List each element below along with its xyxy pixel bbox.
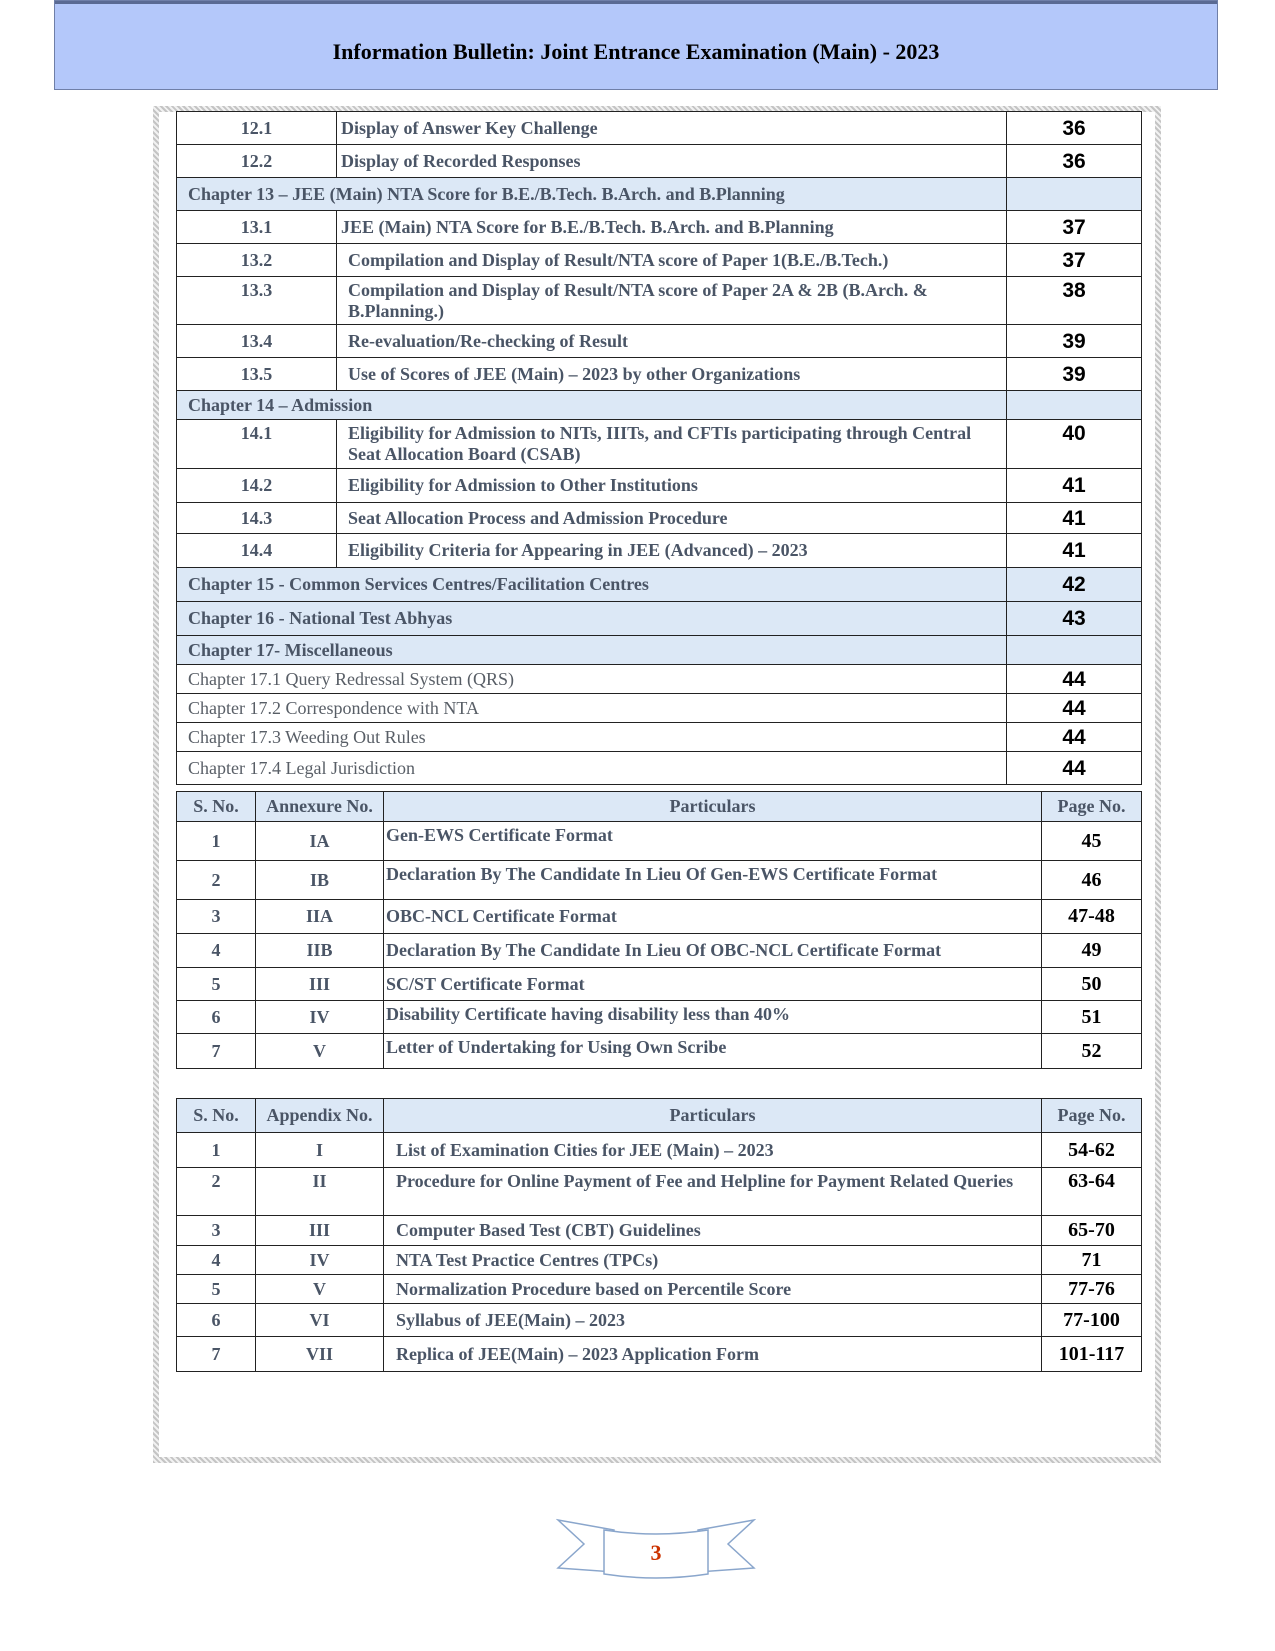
annexure-row[interactable] xyxy=(177,822,1142,861)
page-number: 44 xyxy=(1007,665,1142,694)
page-number: 52 xyxy=(1042,1034,1142,1069)
page-number: 77-100 xyxy=(1042,1304,1142,1337)
chapter-heading-row[interactable] xyxy=(177,602,1142,636)
serial-number: 4 xyxy=(177,934,256,968)
chapter-page-cell xyxy=(1007,391,1142,420)
page-number: 39 xyxy=(1007,325,1142,358)
page-number: 47-48 xyxy=(1042,900,1142,934)
serial-number: 6 xyxy=(177,1304,256,1337)
annexure-title[interactable]: Disability Certificate having disability less than 40% xyxy=(384,1001,1042,1034)
appendix-row[interactable] xyxy=(177,1304,1142,1337)
toc-row[interactable] xyxy=(177,752,1142,785)
chapter-heading-row[interactable] xyxy=(177,178,1142,211)
page-number: 36 xyxy=(1007,112,1142,145)
serial-number: 1 xyxy=(177,822,256,861)
page-number: 40 xyxy=(1007,420,1142,469)
toc-row[interactable] xyxy=(177,358,1142,391)
section-title[interactable]: Chapter 17.2 Correspondence with NTA xyxy=(177,694,1007,723)
page-number-footer: 3 xyxy=(650,1540,662,1565)
page-number: 39 xyxy=(1007,358,1142,391)
serial-number: 2 xyxy=(177,1168,256,1216)
appendix-title[interactable]: Normalization Procedure based on Percentile Score xyxy=(384,1275,1042,1304)
chapter-heading-row[interactable] xyxy=(177,568,1142,602)
appendix-no-header: Appendix No. xyxy=(256,1099,384,1133)
section-title[interactable]: Eligibility for Admission to NITs, IIITs, and CFTIs participating through Central Seat Allocation Board (CSAB) xyxy=(337,420,1007,469)
section-title[interactable]: JEE (Main) NTA Score for B.E./B.Tech. B.Arch. and B.Planning xyxy=(337,211,1007,244)
bulletin-title: Information Bulletin: Joint Entrance Examination (Main) - 2023 xyxy=(332,39,940,64)
section-number: 13.2 xyxy=(177,244,337,277)
chapter-page-cell xyxy=(1007,178,1142,211)
annexure-number: IA xyxy=(256,822,384,861)
appendix-row[interactable] xyxy=(177,1275,1142,1304)
annexure-title[interactable]: Declaration By The Candidate In Lieu Of Gen-EWS Certificate Format xyxy=(384,861,1042,900)
chapter-17-title[interactable]: Chapter 17- Miscellaneous xyxy=(177,636,1007,665)
annexure-title[interactable]: Gen-EWS Certificate Format xyxy=(384,822,1042,861)
page-number: 45 xyxy=(1042,822,1142,861)
section-title[interactable]: Re-evaluation/Re-checking of Result xyxy=(337,325,1007,358)
appendix-number: V xyxy=(256,1275,384,1304)
toc-row[interactable] xyxy=(177,325,1142,358)
annexure-row[interactable] xyxy=(177,968,1142,1001)
appendix-title[interactable]: Computer Based Test (CBT) Guidelines xyxy=(384,1216,1042,1246)
section-title[interactable]: Chapter 17.4 Legal Jurisdiction xyxy=(177,752,1007,785)
appendix-row[interactable] xyxy=(177,1168,1142,1216)
section-number: 13.1 xyxy=(177,211,337,244)
section-title[interactable]: Use of Scores of JEE (Main) – 2023 by other Organizations xyxy=(337,358,1007,391)
section-title[interactable]: Compilation and Display of Result/NTA score of Paper 1(B.E./B.Tech.) xyxy=(337,244,1007,277)
section-number: 13.3 xyxy=(177,277,337,325)
annexure-title[interactable]: SC/ST Certificate Format xyxy=(384,968,1042,1001)
appendix-row[interactable] xyxy=(177,1246,1142,1275)
toc-chapters-table xyxy=(176,111,1142,785)
chapter-15-title[interactable]: Chapter 15 - Common Services Centres/Facilitation Centres xyxy=(177,568,1007,602)
serial-number: 2 xyxy=(177,861,256,900)
chapter-heading-row[interactable] xyxy=(177,636,1142,665)
page-number: 50 xyxy=(1042,968,1142,1001)
page-number: 42 xyxy=(1007,568,1142,602)
page-number: 41 xyxy=(1007,503,1142,534)
chapter-page-cell xyxy=(1007,636,1142,665)
toc-row[interactable] xyxy=(177,112,1142,145)
page-number: 44 xyxy=(1007,694,1142,723)
page-no-header: Page No. xyxy=(1042,1099,1142,1133)
serial-number: 5 xyxy=(177,968,256,1001)
page-number: 44 xyxy=(1007,723,1142,752)
toc-row[interactable] xyxy=(177,277,1142,325)
page-number: 44 xyxy=(1007,752,1142,785)
page-no-header: Page No. xyxy=(1042,792,1142,822)
section-number: 13.5 xyxy=(177,358,337,391)
section-number: 12.2 xyxy=(177,145,337,178)
page-number: 101-117 xyxy=(1042,1337,1142,1372)
appendix-number: VII xyxy=(256,1337,384,1372)
section-title[interactable]: Chapter 17.3 Weeding Out Rules xyxy=(177,723,1007,752)
serial-number: 3 xyxy=(177,900,256,934)
serial-number: 5 xyxy=(177,1275,256,1304)
annexure-row[interactable] xyxy=(177,861,1142,900)
page-number: 41 xyxy=(1007,469,1142,503)
annexure-number: III xyxy=(256,968,384,1001)
toc-row[interactable] xyxy=(177,244,1142,277)
section-number: 14.3 xyxy=(177,503,337,534)
section-title[interactable]: Display of Answer Key Challenge xyxy=(337,112,1007,145)
toc-row[interactable] xyxy=(177,694,1142,723)
appendix-number: III xyxy=(256,1216,384,1246)
section-number: 14.1 xyxy=(177,420,337,469)
annexure-header-row xyxy=(177,792,1142,822)
page-number: 63-64 xyxy=(1042,1168,1142,1216)
serial-number: 4 xyxy=(177,1246,256,1275)
section-title[interactable]: Seat Allocation Process and Admission Procedure xyxy=(337,503,1007,534)
chapter-heading-row[interactable] xyxy=(177,391,1142,420)
section-title[interactable]: Compilation and Display of Result/NTA score of Paper 2A & 2B (B.Arch. & B.Planning.) xyxy=(337,277,1007,325)
section-title[interactable]: Chapter 17.1 Query Redressal System (QRS) xyxy=(177,665,1007,694)
particulars-header: Particulars xyxy=(384,1099,1042,1133)
appendix-title[interactable]: NTA Test Practice Centres (TPCs) xyxy=(384,1246,1042,1275)
serial-number: 7 xyxy=(177,1034,256,1069)
page-number: 43 xyxy=(1007,602,1142,636)
annexure-row[interactable] xyxy=(177,1001,1142,1034)
page-header xyxy=(54,0,1218,90)
annexure-number: V xyxy=(256,1034,384,1069)
section-number: 13.4 xyxy=(177,325,337,358)
appendix-row[interactable] xyxy=(177,1216,1142,1246)
toc-row[interactable] xyxy=(177,145,1142,178)
page-number: 36 xyxy=(1007,145,1142,178)
appendix-row[interactable] xyxy=(177,1133,1142,1168)
page-number: 38 xyxy=(1007,277,1142,325)
toc-row[interactable] xyxy=(177,420,1142,469)
sno-header: S. No. xyxy=(177,1099,256,1133)
section-number: 12.1 xyxy=(177,112,337,145)
annexure-number: IB xyxy=(256,861,384,900)
appendix-title[interactable]: Procedure for Online Payment of Fee and Helpline for Payment Related Queries xyxy=(384,1168,1042,1216)
annexure-number: IV xyxy=(256,1001,384,1034)
annexure-title[interactable]: Declaration By The Candidate In Lieu Of OBC-NCL Certificate Format xyxy=(384,934,1042,968)
page-number: 46 xyxy=(1042,861,1142,900)
toc-row[interactable] xyxy=(177,534,1142,568)
serial-number: 3 xyxy=(177,1216,256,1246)
appendix-number: I xyxy=(256,1133,384,1168)
appendix-header-row xyxy=(177,1099,1142,1133)
serial-number: 7 xyxy=(177,1337,256,1372)
toc-row[interactable] xyxy=(177,665,1142,694)
page-number: 37 xyxy=(1007,211,1142,244)
page-number: 51 xyxy=(1042,1001,1142,1034)
annexure-no-header: Annexure No. xyxy=(256,792,384,822)
sno-header: S. No. xyxy=(177,792,256,822)
appendix-number: IV xyxy=(256,1246,384,1275)
appendix-row[interactable] xyxy=(177,1337,1142,1372)
page-number: 77-76 xyxy=(1042,1275,1142,1304)
particulars-header: Particulars xyxy=(384,792,1042,822)
appendix-title[interactable]: List of Examination Cities for JEE (Main) – 2023 xyxy=(384,1133,1042,1168)
annexure-title[interactable]: Letter of Undertaking for Using Own Scribe xyxy=(384,1034,1042,1069)
toc-row[interactable] xyxy=(177,503,1142,534)
annexure-number: IIB xyxy=(256,934,384,968)
page-number: 37 xyxy=(1007,244,1142,277)
page-number: 65-70 xyxy=(1042,1216,1142,1246)
annexure-title[interactable]: OBC-NCL Certificate Format xyxy=(384,900,1042,934)
chapter-14-title[interactable]: Chapter 14 – Admission xyxy=(177,391,1007,420)
toc-row[interactable] xyxy=(177,469,1142,503)
chapter-13-title[interactable]: Chapter 13 – JEE (Main) NTA Score for B.E./B.Tech. B.Arch. and B.Planning xyxy=(177,178,1007,211)
page-number: 49 xyxy=(1042,934,1142,968)
section-title[interactable]: Eligibility for Admission to Other Institutions xyxy=(337,469,1007,503)
section-title[interactable]: Eligibility Criteria for Appearing in JEE (Advanced) – 2023 xyxy=(337,534,1007,568)
serial-number: 1 xyxy=(177,1133,256,1168)
annexure-row[interactable] xyxy=(177,934,1142,968)
page-number: 71 xyxy=(1042,1246,1142,1275)
annexure-table xyxy=(176,791,1142,1069)
page-number: 54-62 xyxy=(1042,1133,1142,1168)
section-title[interactable]: Display of Recorded Responses xyxy=(337,145,1007,178)
appendix-title[interactable]: Replica of JEE(Main) – 2023 Application Form xyxy=(384,1337,1042,1372)
section-number: 14.2 xyxy=(177,469,337,503)
serial-number: 6 xyxy=(177,1001,256,1034)
annexure-number: IIA xyxy=(256,900,384,934)
annexure-row[interactable] xyxy=(177,900,1142,934)
toc-row[interactable] xyxy=(177,723,1142,752)
page-number: 41 xyxy=(1007,534,1142,568)
toc-row[interactable] xyxy=(177,211,1142,244)
appendix-title[interactable]: Syllabus of JEE(Main) – 2023 xyxy=(384,1304,1042,1337)
appendix-number: VI xyxy=(256,1304,384,1337)
chapter-16-title[interactable]: Chapter 16 - National Test Abhyas xyxy=(177,602,1007,636)
annexure-row[interactable] xyxy=(177,1034,1142,1069)
section-number: 14.4 xyxy=(177,534,337,568)
appendix-table xyxy=(176,1098,1142,1372)
appendix-number: II xyxy=(256,1168,384,1216)
